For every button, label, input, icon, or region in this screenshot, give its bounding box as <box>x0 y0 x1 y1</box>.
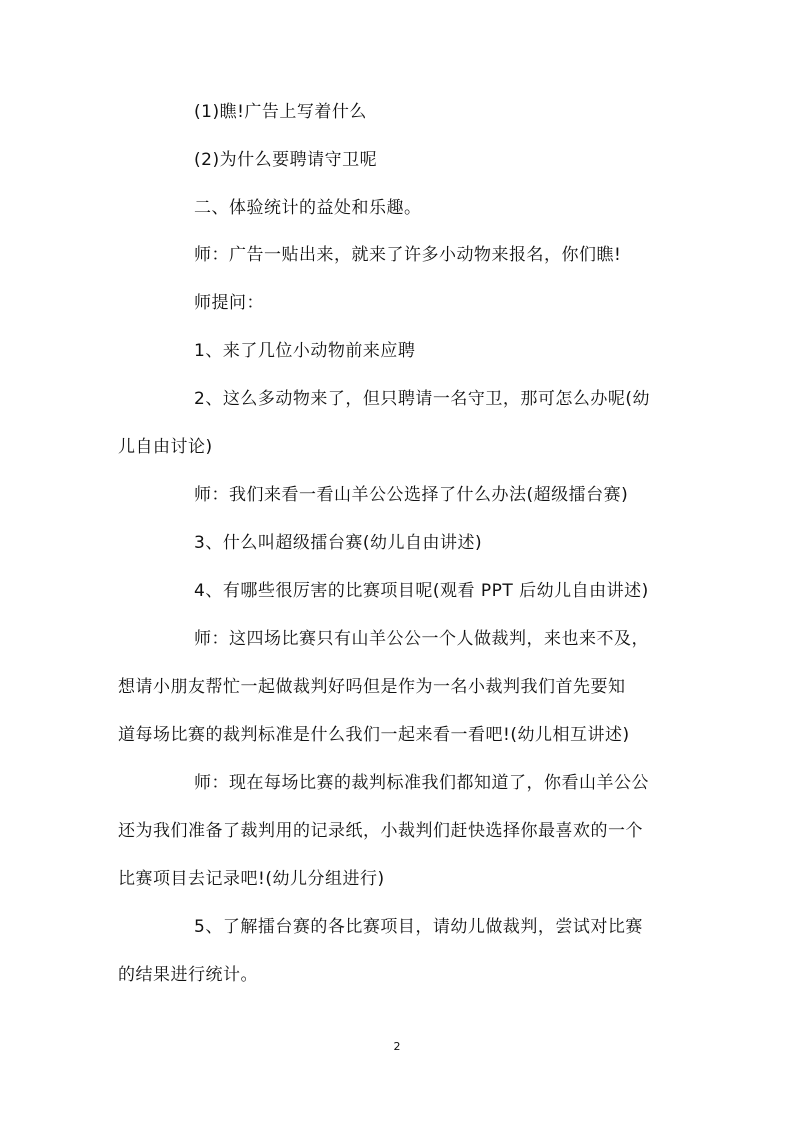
paragraph-line: 比赛项目去记录吧!(幼儿分组进行) <box>118 869 385 889</box>
list-item: 5、了解擂台赛的各比赛项目，请幼儿做裁判，尝试对比赛 <box>194 917 643 937</box>
paragraph-line: 道每场比赛的裁判标准是什么我们一起来看一看吧!(幼儿相互讲述) <box>118 725 630 745</box>
paragraph-line: 师：广告一贴出来，就来了许多小动物来报名，你们瞧! <box>194 245 622 265</box>
paragraph-line: 师：现在每场比赛的裁判标准我们都知道了，你看山羊公公 <box>194 773 649 793</box>
paragraph-line: 师提问： <box>194 293 264 313</box>
paragraph-line: 师：这四场比赛只有山羊公公一个人做裁判，来也来不及， <box>194 629 649 649</box>
page-number: 2 <box>393 1040 401 1053</box>
list-item: 4、有哪些很厉害的比赛项目呢(观看 PPT 后幼儿自由讲述) <box>194 581 649 601</box>
paragraph-line: 儿自由讨论) <box>118 437 213 457</box>
paragraph-line: 想请小朋友帮忙一起做裁判好吗但是作为一名小裁判我们首先要知 <box>118 677 626 697</box>
paragraph-line: (2)为什么要聘请守卫呢 <box>194 150 378 170</box>
list-item: 3、什么叫超级擂台赛(幼儿自由讲述) <box>194 533 483 553</box>
paragraph-line: (1)瞧!广告上写着什么 <box>194 102 367 122</box>
paragraph-line: 还为我们准备了裁判用的记录纸，小裁判们赶快选择你最喜欢的一个 <box>118 821 643 841</box>
paragraph-line: 的结果进行统计。 <box>118 965 258 985</box>
paragraph-line: 师：我们来看一看山羊公公选择了什么办法(超级擂台赛) <box>194 485 629 505</box>
section-heading: 二、体验统计的益处和乐趣。 <box>194 198 422 218</box>
list-item: 2、这么多动物来了，但只聘请一名守卫，那可怎么办呢(幼 <box>194 389 650 409</box>
list-item: 1、来了几位小动物前来应聘 <box>194 341 416 361</box>
